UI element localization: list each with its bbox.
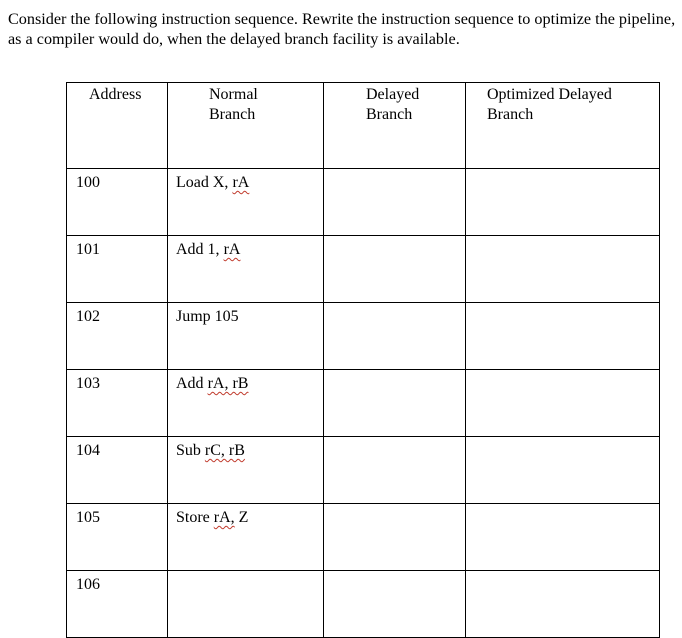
header-optimized-line2: Branch	[487, 106, 534, 123]
instruction-op: Load X,	[176, 174, 233, 191]
address-value: 102	[76, 308, 100, 325]
normal-branch-cell	[168, 236, 324, 303]
header-normal-line1: Normal	[209, 86, 258, 103]
header-delayed-line1: Delayed	[366, 86, 420, 103]
instruction-text	[168, 169, 323, 193]
address-value: 105	[76, 509, 100, 526]
header-normal-branch	[168, 83, 324, 169]
table-row	[67, 370, 660, 437]
delayed-branch-cell[interactable]	[324, 437, 466, 504]
normal-branch-cell	[168, 169, 324, 236]
table-row	[67, 504, 660, 571]
instruction-operands: rA	[232, 174, 250, 191]
normal-branch-cell	[168, 370, 324, 437]
optimized-delayed-branch-cell[interactable]	[466, 370, 660, 437]
address-value: 103	[76, 375, 100, 392]
instruction-op: Sub	[176, 442, 205, 459]
table-header-row	[67, 83, 660, 169]
optimized-delayed-branch-cell[interactable]	[466, 571, 660, 638]
question-prompt: Consider the following instruction sequence. Rewrite the instruction sequence to optimize the pipeline, as a compiler would do, when the delayed branch facility is available.	[8, 10, 676, 48]
address-value: 101	[76, 241, 100, 258]
header-address-label: Address	[89, 86, 142, 103]
instruction-op: Store	[176, 509, 214, 526]
optimized-delayed-branch-cell[interactable]	[466, 303, 660, 370]
instruction-table	[66, 82, 660, 638]
header-optimized-line1: Optimized Delayed	[487, 86, 612, 103]
table-row	[67, 169, 660, 236]
delayed-branch-cell[interactable]	[324, 236, 466, 303]
normal-branch-cell	[168, 437, 324, 504]
optimized-delayed-branch-cell[interactable]	[466, 504, 660, 571]
address-value: 106	[76, 576, 100, 593]
header-address	[67, 83, 168, 169]
address-cell	[67, 504, 168, 571]
address-cell	[67, 303, 168, 370]
instruction-text	[168, 370, 323, 394]
instruction-operands: rA	[223, 241, 241, 258]
normal-branch-cell	[168, 504, 324, 571]
header-delayed-branch	[324, 83, 466, 169]
table-row	[67, 303, 660, 370]
instruction-operands: rC, rB	[204, 442, 245, 459]
instruction-text	[168, 236, 323, 260]
delayed-branch-cell[interactable]	[324, 303, 466, 370]
address-cell	[67, 236, 168, 303]
address-cell	[67, 370, 168, 437]
optimized-delayed-branch-cell[interactable]	[466, 236, 660, 303]
delayed-branch-cell[interactable]	[324, 169, 466, 236]
instruction-op: Add	[176, 375, 208, 392]
normal-branch-cell	[168, 303, 324, 370]
optimized-delayed-branch-cell[interactable]	[466, 437, 660, 504]
instruction-op: Add 1,	[176, 241, 224, 258]
header-normal-line2: Branch	[209, 106, 256, 123]
table-row	[67, 236, 660, 303]
address-cell	[67, 437, 168, 504]
instruction-text	[168, 303, 323, 327]
instruction-text	[168, 504, 323, 528]
delayed-branch-cell[interactable]	[324, 370, 466, 437]
instruction-operands: rA,	[213, 509, 235, 526]
address-value: 100	[76, 174, 100, 191]
instruction-text	[168, 571, 323, 575]
instruction-operands: rA, rB	[207, 375, 249, 392]
delayed-branch-cell[interactable]	[324, 571, 466, 638]
instruction-text	[168, 437, 323, 461]
table-row	[67, 437, 660, 504]
instruction-tail: Z	[234, 509, 249, 526]
delayed-branch-cell[interactable]	[324, 504, 466, 571]
header-optimized-delayed-branch	[466, 83, 660, 169]
address-value: 104	[76, 442, 100, 459]
table-row	[67, 571, 660, 638]
header-delayed-line2: Branch	[366, 106, 413, 123]
optimized-delayed-branch-cell[interactable]	[466, 169, 660, 236]
normal-branch-cell	[168, 571, 324, 638]
address-cell	[67, 571, 168, 638]
address-cell	[67, 169, 168, 236]
instruction-op: Jump 105	[176, 308, 239, 325]
